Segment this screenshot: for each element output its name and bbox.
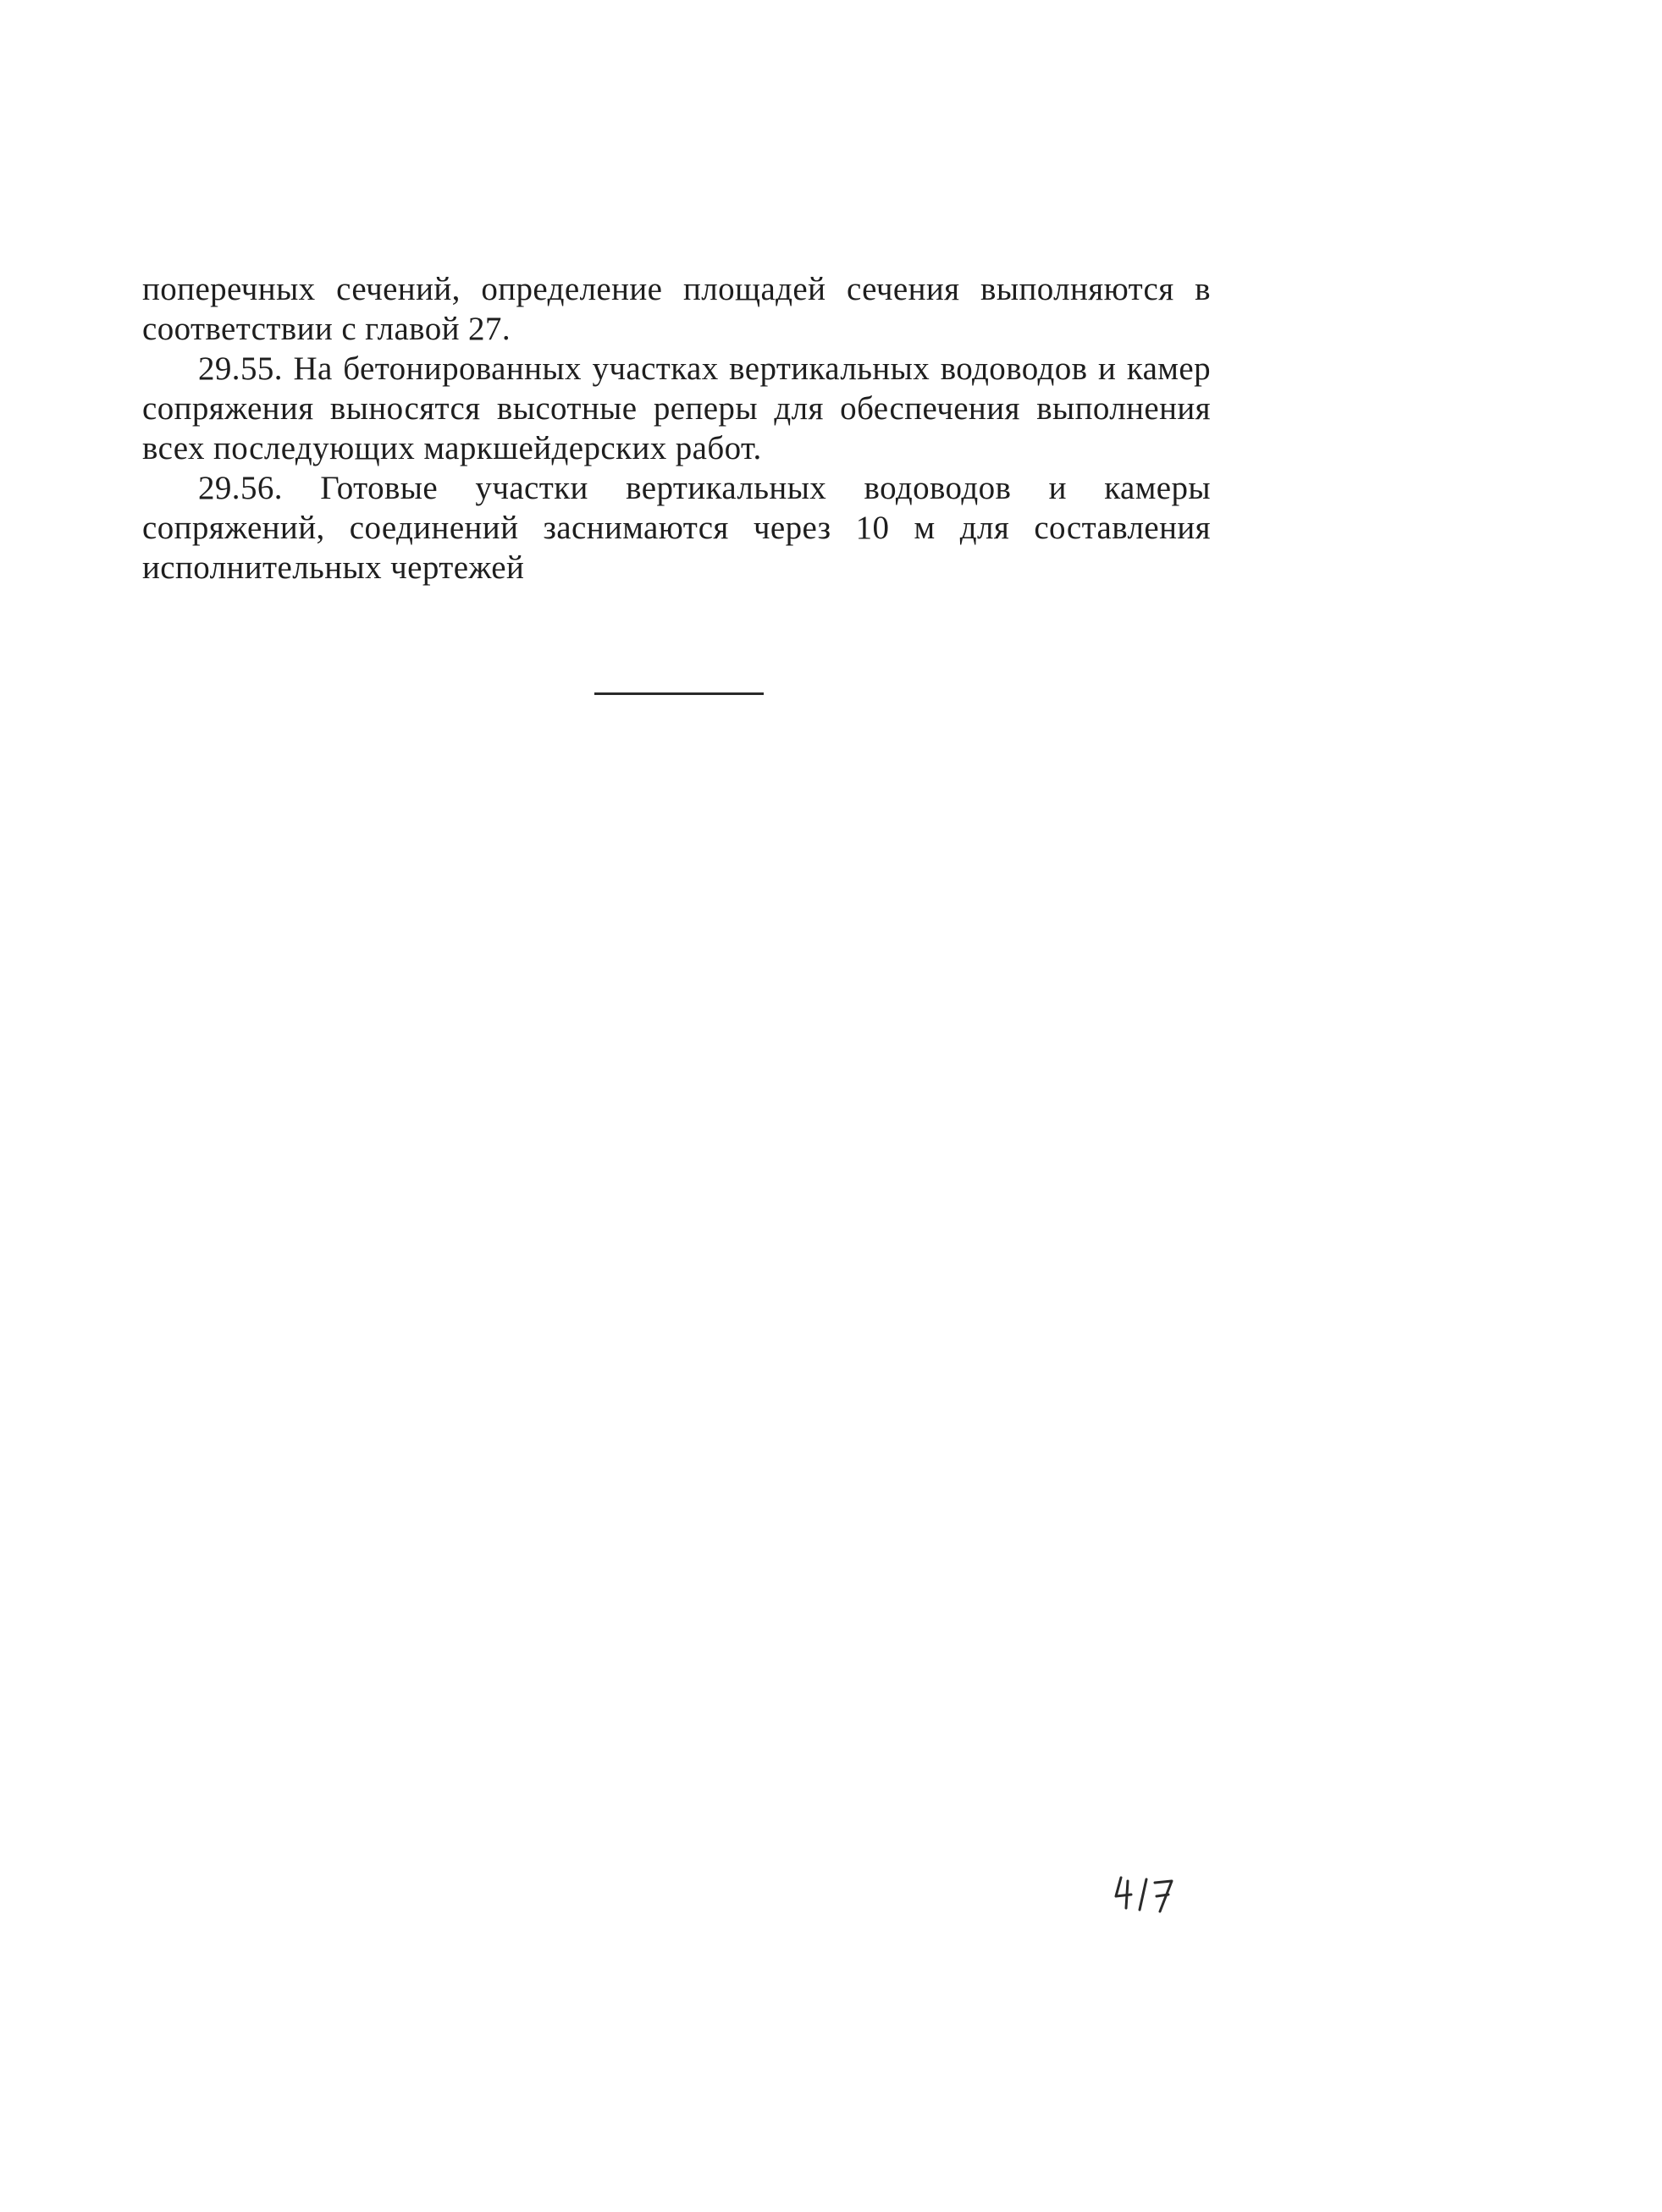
body-text xyxy=(142,269,1211,587)
paragraph-29-56: 29.56. Готовые участки вертикальных водоводов и камеры сопряжений, соединений заснимаются через 10 м для составления исполнительных чертежей xyxy=(142,470,1211,586)
page-number-handwriting xyxy=(1109,1873,1185,1923)
paragraph-29-55: 29.55. На бетонированных участках вертикальных водоводов и камер сопряжения выносятся высотные реперы для обеспечения выполнения всех последующих маркшейдерских работ. xyxy=(142,350,1211,466)
paragraph-continuation: поперечных сечений, определение площадей сечения выполняются в соответствии с главой 27. xyxy=(142,271,1211,347)
handwritten-page-number xyxy=(1109,1873,1185,1923)
section-end-rule xyxy=(594,692,764,695)
